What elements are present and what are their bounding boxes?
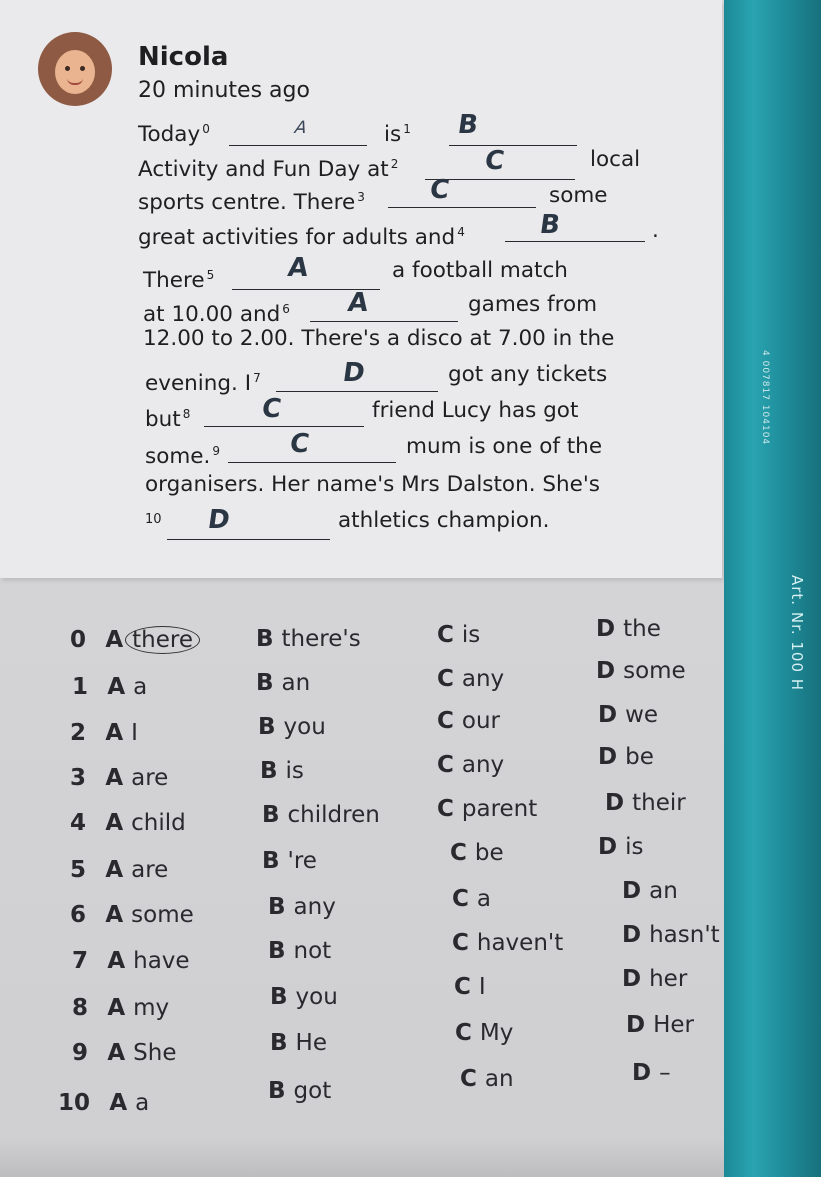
message-card [0, 0, 722, 578]
handwritten-answer-5: A [285, 253, 311, 283]
text-line: There $^5$ [143, 268, 215, 294]
handwritten-answer-6: A [345, 288, 371, 318]
option-b[interactable]: B is [260, 758, 304, 784]
eye-icon [80, 66, 85, 71]
option-b[interactable]: B children [262, 802, 380, 828]
text-line: a football match [392, 258, 568, 283]
option-row-8[interactable]: 8 A my [72, 995, 170, 1021]
option-d[interactable]: D the [596, 616, 661, 642]
answer-blank-3 [388, 186, 536, 208]
text-line: great activities for adults and $^4$ [138, 225, 465, 251]
option-d[interactable]: D an [622, 878, 678, 904]
pencil [724, 0, 821, 1177]
avatar[interactable] [38, 32, 112, 106]
text-line: some [549, 183, 608, 208]
option-b[interactable]: B there's [256, 626, 361, 652]
option-c[interactable]: C any [437, 752, 505, 778]
text-line: evening. I $^7$ [145, 371, 261, 397]
handwritten-answer-4: B [537, 210, 562, 240]
smile-icon [67, 78, 83, 85]
option-c[interactable]: C be [450, 840, 504, 866]
handwritten-answer-7: D [340, 358, 367, 388]
option-row-9[interactable]: 9 A She [72, 1040, 177, 1066]
answer-blank-10 [167, 518, 330, 540]
option-c[interactable]: C an [460, 1066, 514, 1092]
text-line: games from [468, 292, 598, 317]
answer-blank-8 [204, 405, 364, 427]
option-row-5[interactable]: 5 A are [70, 857, 169, 883]
option-b[interactable]: B He [270, 1030, 327, 1056]
handwritten-answer-9: C [287, 429, 312, 459]
text-line: friend Lucy has got [372, 398, 579, 423]
option-d[interactable]: D their [605, 790, 686, 816]
text-line: is $^1$ [384, 122, 411, 148]
text-line: sports centre. There $^3$ [138, 190, 365, 216]
option-d[interactable]: D some [596, 658, 686, 684]
option-row-4[interactable]: 4 A child [70, 810, 186, 836]
option-d[interactable]: D we [598, 702, 659, 728]
answer-blank-4 [505, 220, 645, 242]
shadow [0, 1140, 724, 1177]
option-c[interactable]: C I [454, 974, 486, 1000]
option-row-1[interactable]: 1 A a [72, 674, 148, 700]
option-row-0: 0 A there [70, 626, 200, 654]
option-b[interactable]: B 're [262, 848, 317, 874]
text-line: local [590, 147, 641, 172]
text-line: athletics champion. [338, 508, 550, 533]
handwritten-answer-8: C [259, 394, 284, 424]
option-c[interactable]: C My [455, 1020, 514, 1046]
option-row-10[interactable]: 10 A a [58, 1090, 150, 1116]
option-d[interactable]: D Her [626, 1012, 694, 1038]
option-d[interactable]: D her [622, 966, 688, 992]
text-line: mum is one of the [406, 434, 603, 459]
text-line: Activity and Fun Day at $^2$ [138, 157, 399, 183]
option-c[interactable]: C a [452, 886, 491, 912]
answer-blank-6 [310, 300, 458, 322]
avatar-face-icon [55, 50, 95, 94]
option-row-2[interactable]: 2 A I [70, 720, 138, 746]
option-row-6[interactable]: 6 A some [70, 902, 194, 928]
option-b[interactable]: B got [268, 1078, 332, 1104]
option-d[interactable]: D be [598, 744, 654, 770]
text-line: but $^8$ [145, 407, 191, 433]
handwritten-answer-3: C [427, 175, 452, 205]
option-c[interactable]: C parent [437, 796, 538, 822]
text-line: organisers. Her name's Mrs Dalston. She's [145, 472, 600, 497]
option-d[interactable]: D hasn't [622, 922, 720, 948]
handwritten-answer-10: D [205, 505, 232, 535]
text-line: Today $^0$ [138, 122, 210, 148]
handwritten-answer-1: B [455, 110, 480, 140]
handwritten-answer-2: C [482, 146, 507, 176]
answer-blank-9 [228, 441, 396, 463]
post-time: 20 minutes ago [138, 78, 310, 103]
option-b[interactable]: B you [258, 714, 326, 740]
author-name[interactable]: Nicola [138, 42, 229, 72]
pencil-label: Art. Nr. 100 H [788, 575, 806, 692]
eye-icon [65, 66, 70, 71]
pencil-barcode-text: 4 007817 104104 [760, 350, 770, 446]
option-d[interactable]: D is [598, 834, 644, 860]
text-line: 12.00 to 2.00. There's a disco at 7.00 in the [143, 326, 615, 351]
option-b[interactable]: B any [268, 894, 336, 920]
text-line: some. $^9$ [145, 444, 221, 470]
text-line: . [652, 218, 659, 243]
text-line: at 10.00 and $^6$ [143, 302, 290, 328]
option-row-3[interactable]: 3 A are [70, 765, 169, 791]
option-row-7[interactable]: 7 A have [72, 948, 190, 974]
option-b[interactable]: B an [256, 670, 311, 696]
text-line-number: 10 [145, 512, 162, 527]
text-line: got any tickets [448, 362, 608, 387]
circled-answer[interactable]: there [125, 626, 200, 654]
option-b[interactable]: B not [268, 938, 332, 964]
option-d[interactable]: D – [632, 1060, 671, 1086]
option-c[interactable]: C is [437, 622, 481, 648]
option-c[interactable]: C any [437, 666, 505, 692]
handwritten-answer-0: A [293, 118, 309, 138]
option-c[interactable]: C haven't [452, 930, 564, 956]
option-c[interactable]: C our [437, 708, 500, 734]
option-b[interactable]: B you [270, 984, 338, 1010]
